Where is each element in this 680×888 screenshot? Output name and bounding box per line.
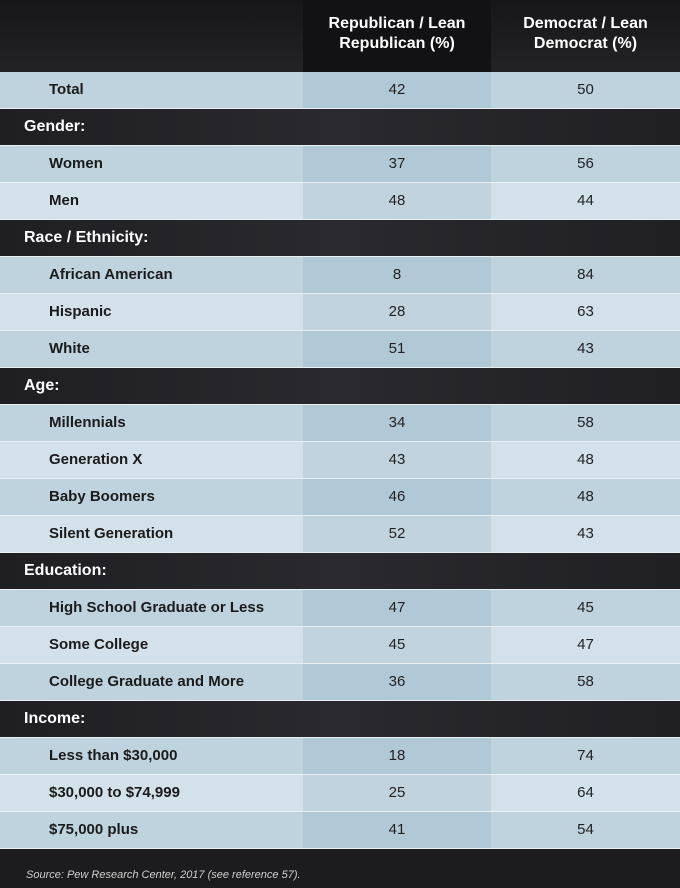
header-republican: Republican / Lean Republican (%) <box>328 15 466 52</box>
category-label: Gender: <box>24 118 86 135</box>
category-label: Income: <box>24 710 86 727</box>
republican-value: 34 <box>388 414 406 431</box>
table-row <box>0 775 680 812</box>
republican-value: 51 <box>388 340 406 357</box>
row-label: Millennials <box>49 414 126 431</box>
category-label: Education: <box>24 562 107 579</box>
table-row <box>0 812 680 849</box>
category-row <box>0 368 680 405</box>
democrat-value: 48 <box>577 488 594 505</box>
republican-value: 28 <box>388 303 406 320</box>
row-label: African American <box>49 266 173 283</box>
row-label: Some College <box>49 636 149 653</box>
row-label: Men <box>49 192 79 209</box>
row-label: Silent Generation <box>49 525 174 542</box>
row-label: $30,000 to $74,999 <box>49 784 180 801</box>
row-label: Baby Boomers <box>49 488 155 505</box>
republican-value: 46 <box>388 488 406 505</box>
table-row <box>0 590 680 627</box>
republican-value: 18 <box>388 747 406 764</box>
republican-value: 43 <box>388 451 406 468</box>
table-row <box>0 146 680 183</box>
table-row <box>0 627 680 664</box>
table-header <box>0 0 680 72</box>
democrat-value: 58 <box>577 673 594 690</box>
header-democrat: Democrat / Lean Democrat (%) <box>523 15 648 52</box>
democrat-value: 48 <box>577 451 594 468</box>
republican-value: 36 <box>388 673 406 690</box>
democrat-value: 54 <box>577 821 594 838</box>
democrat-value: 44 <box>577 192 594 209</box>
republican-value: 52 <box>388 525 406 542</box>
row-label: High School Graduate or Less <box>49 599 265 616</box>
row-label: Less than $30,000 <box>49 747 178 764</box>
row-label: White <box>49 340 90 357</box>
republican-value: 47 <box>388 599 406 616</box>
republican-value: 41 <box>388 821 406 838</box>
democrat-value: 74 <box>577 747 594 764</box>
republican-value: 45 <box>388 636 406 653</box>
democrat-value: 50 <box>577 81 594 98</box>
democrat-value: 43 <box>577 340 594 357</box>
category-row <box>0 701 680 738</box>
table-row <box>0 331 680 368</box>
category-row <box>0 109 680 146</box>
democrat-value: 64 <box>577 784 594 801</box>
row-label: Total <box>49 81 84 98</box>
category-label: Race / Ethnicity: <box>24 229 149 246</box>
table-row <box>0 294 680 331</box>
table-row <box>0 72 680 109</box>
democrat-value: 47 <box>577 636 594 653</box>
democrat-value: 43 <box>577 525 594 542</box>
table-row <box>0 516 680 553</box>
table-row <box>0 183 680 220</box>
table-row <box>0 664 680 701</box>
republican-value: 42 <box>388 81 406 98</box>
democrat-value: 45 <box>577 599 594 616</box>
table-body <box>0 72 680 849</box>
democrat-value: 58 <box>577 414 594 431</box>
table-row <box>0 257 680 294</box>
republican-value: 8 <box>392 266 402 283</box>
republican-value: 25 <box>388 784 406 801</box>
democrat-value: 63 <box>577 303 594 320</box>
table-row <box>0 442 680 479</box>
democrat-value: 84 <box>577 266 594 283</box>
row-label: Hispanic <box>49 303 112 320</box>
category-row <box>0 553 680 590</box>
row-label: Generation X <box>49 451 143 468</box>
table-row <box>0 738 680 775</box>
republican-value: 37 <box>388 155 406 172</box>
category-label: Age: <box>24 377 60 394</box>
republican-value: 48 <box>388 192 406 209</box>
table-row <box>0 405 680 442</box>
table-row <box>0 479 680 516</box>
source-note: Source: Pew Research Center, 2017 (see reference 57). <box>26 869 301 881</box>
row-label: Women <box>49 155 103 172</box>
row-label: $75,000 plus <box>49 821 139 838</box>
democrat-value: 56 <box>577 155 594 172</box>
row-label: College Graduate and More <box>49 673 245 690</box>
category-row <box>0 220 680 257</box>
